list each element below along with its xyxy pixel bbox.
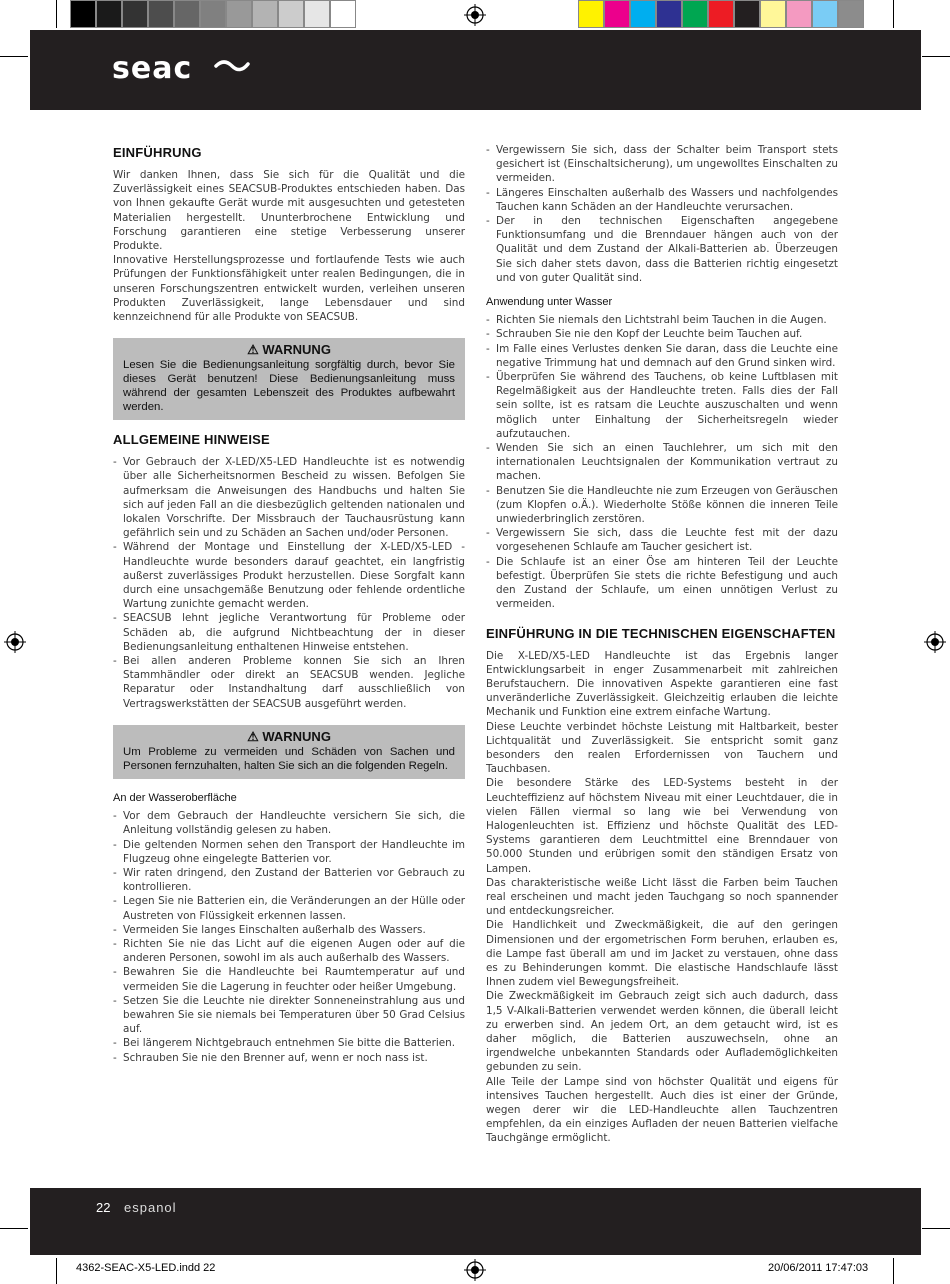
- footer-band: [30, 1188, 921, 1255]
- list-item: - Wir raten dringend, den Zustand der Batterien vor Gebrauch zu kontrollieren.: [113, 866, 465, 894]
- tech-paragraph: Diese Leuchte verbindet höchste Leistung mit Haltbarkeit, bester Lichtqualität und Zuverlässigkeit. Sie entspricht somit ganz besonders den realen Erfordernissen von Tauchern und Tauchbasen.: [486, 720, 838, 776]
- color-swatch: [760, 0, 786, 28]
- color-swatch: [578, 0, 604, 28]
- crop-mark: [922, 56, 950, 57]
- tech-heading: EINFÜHRUNG IN DIE TECHNISCHEN EIGENSCHAFTEN: [486, 625, 836, 641]
- color-swatch: [838, 0, 864, 28]
- color-swatch: [200, 0, 226, 28]
- underwater-subheading: Anwendung unter Wasser: [486, 296, 613, 309]
- color-swatch: [70, 0, 96, 28]
- registration-mark-icon: [4, 631, 26, 653]
- color-swatch: [682, 0, 708, 28]
- list-item: - Der in den technischen Eigenschaften angegebene Funktionsumfang und die Brenndauer hängen auch von der Qualität und dem Zustand der Alkali-Batterien ab. Überzeugen Sie sich daher stets davon, dass die Batterien richtig eingesetzt und von guter Qualität sind.: [486, 214, 838, 285]
- crop-mark: [0, 1228, 28, 1229]
- slug-date: 20/06/2011 17:47:03: [768, 1262, 869, 1274]
- color-swatch: [786, 0, 812, 28]
- tech-paragraph: Die Zweckmäßigkeit im Gebrauch zeigt sich auch dadurch, dass 1,5 V-Alkali-Batterien verwendet werden können, die überall leicht zu erwerben sind. An jedem Ort, an dem getaucht wird, ist es daher möglich, die Batterien auszuwechseln, ohne an irgendwelche unbekannten Standards oder Auflademöglichkeiten gebunden zu sein.: [486, 990, 838, 1074]
- color-swatch: [226, 0, 252, 28]
- registration-mark-icon: [924, 631, 946, 653]
- list-item: - Bei allen anderen Probleme konnen Sie sich an Ihren Stammhändler oder direkt an SEACSUB wenden. Jegliche Reparatur oder Instandhaltung darf ausschließlich von Vertragswerkstätten der SEACSUB ausgeführt werden.: [113, 654, 465, 711]
- warning-text: Lesen Sie die Bedienungsanleitung sorgfältig durch, bevor Sie dieses Gerät benutzen! Diese Bedienungsanleitung muss während der gesamten Lebenszeit des Produktes aufbewahrt werden.: [123, 359, 455, 414]
- tech-paragraph: Die besondere Stärke des LED-Systems besteht in der Leuchteffizienz auf höchstem Niveau mit einer Leuchtdauer, die in vielen Fällen viermal so lang wie bei Verwendung von Halogenleuchten ist. Effizienz und höchste Qualität des LED-Systems garantieren dem Leuchtmittel eine Brenndauer von 50.000 Stunden und erübrigen somit den ständigen Ersatz von Lampen.: [486, 777, 838, 875]
- crop-mark: [893, 0, 894, 28]
- list-item: - Längeres Einschalten außerhalb des Wassers und nachfolgendes Tauchen kann Schäden an der Handleuchte verursachen.: [486, 186, 838, 214]
- color-swatch: [812, 0, 838, 28]
- warning-box: [113, 725, 465, 779]
- crop-mark: [922, 1228, 950, 1229]
- tech-paragraph: Das charakteristische weiße Licht lässt die Farben beim Tauchen real erscheinen und macht jeden Tauchgang so noch spannender und entdeckungsreicher.: [486, 876, 838, 918]
- surface-subheading: An der Wasseroberfläche: [113, 791, 237, 804]
- right-column: [486, 143, 838, 1146]
- list-item: - Legen Sie nie Batterien ein, die Veränderungen an der Hülle oder Austreten von Flüssigkeit erkennen lassen.: [113, 894, 465, 922]
- slug-filename: 4362-SEAC-X5-LED.indd 22: [76, 1262, 216, 1274]
- color-swatch: [604, 0, 630, 28]
- page-number: 22: [96, 1200, 111, 1215]
- list-item: - Setzen Sie die Leuchte nie direkter Sonneneinstrahlung aus und bewahren Sie sie niemals bei Temperaturen über 50 Grad Celsius auf.: [113, 994, 465, 1037]
- color-swatch: [330, 0, 356, 28]
- crop-mark: [0, 56, 28, 57]
- list-item: - Vor Gebrauch der X-LED/X5-LED Handleuchte ist es notwendig über alle Sicherheitsnormen Bescheid zu wissen. Befolgen Sie aufmerksam die Anweisungen des Handbuchs und halten Sie sich auf jeden Fall an die diesbezüglich geltenden nationalen und lokalen Vorschrifte. Der Missbrauch der Tauchausrüstung kann gefährlich sein und zu Schäden an Sachen und/oder Personen.: [113, 455, 465, 540]
- general-notes-heading: ALLGEMEINE HINWEISE: [113, 432, 270, 448]
- intro-heading: EINFÜHRUNG: [113, 145, 202, 160]
- color-swatch: [122, 0, 148, 28]
- underwater-list: [486, 313, 838, 611]
- color-swatch: [278, 0, 304, 28]
- grayscale-color-bar: [70, 0, 356, 30]
- color-swatch: [304, 0, 330, 28]
- list-item: - SEACSUB lehnt jegliche Verantwortung für Probleme oder Schäden ab, die aufgrund Nichtbeachtung der in dieser Bedienungsanleitung enthaltenen Hinweise entstehen.: [113, 611, 465, 654]
- registration-mark-icon: [464, 1259, 486, 1281]
- crop-mark: [56, 0, 57, 28]
- list-item: - Bei längerem Nichtgebrauch entnehmen Sie bitte die Batterien.: [113, 1036, 465, 1050]
- list-item: - Richten Sie niemals den Lichtstrahl beim Tauchen in die Augen.: [486, 313, 838, 327]
- registration-mark-icon: [464, 4, 486, 26]
- intro-paragraph: Innovative Herstellungsprozesse und fortlaufende Tests wie auch Prüfungen der Funktionsfähigkeit unter realen Bedingungen, die in unseren Forschungszentren entwickelt wurden, verleihen unseren Produkten Zuverlässigkeit, lange Lebensdauer und sind kennzeichnend für alle Produkte von SEACSUB.: [113, 254, 465, 324]
- warning-title: ⚠ WARNUNG: [247, 728, 331, 744]
- intro-paragraph: Wir danken Ihnen, dass Sie sich für die Qualität und die Zuverlässigkeit eines SEACSUB-Produktes entschieden haben. Das von Ihnen gekaufte Gerät wurde mit ausgesuchten und getesteten Materialien hergestellt. Ununterbrochene Entwicklung und Forschung garantieren eine stetige Verbesserung unserer Produkte.: [113, 169, 465, 253]
- list-item: - Überprüfen Sie während des Tauchens, ob keine Luftblasen mit Regelmäßigkeit aus der Handleuchte treten. Falls dies der Fall sein sollte, ist es ratsam die Leuchte auszuschalten und wenn möglich unter Einhaltung der Sicherheitsregeln wieder aufzutauchen.: [486, 370, 838, 441]
- general-notes-list: [113, 455, 465, 711]
- list-item: - Im Falle eines Verlustes denken Sie daran, dass die Leuchte eine negative Trimmung hat und demnach auf den Grund sinken wird.: [486, 342, 838, 370]
- color-swatch: [630, 0, 656, 28]
- list-item: - Vergewissern Sie sich, dass der Schalter beim Transport stets gesichert ist (Einschaltsicherung), um ungewolltes Einschalten zu vermeiden.: [486, 143, 838, 186]
- transport-list: [486, 143, 838, 285]
- list-item: - Während der Montage und Einstellung der X-LED/X5-LED - Handleuchte wurde besonders darauf geachtet, ein langfristig außerst zuverlässiges Produkt herzustellen. Diese Sorgfalt kann durch eine unsachgemäße Benutzung oder fehlende ordentliche Wartung zunichte gemacht werden.: [113, 540, 465, 611]
- list-item: - Vermeiden Sie langes Einschalten außerhalb des Wassers.: [113, 923, 465, 937]
- color-swatch: [734, 0, 760, 28]
- color-swatch: [656, 0, 682, 28]
- process-color-bar: [578, 0, 864, 30]
- color-swatch: [96, 0, 122, 28]
- list-item: - Schrauben Sie nie den Kopf der Leuchte beim Tauchen auf.: [486, 327, 838, 341]
- tech-paragraph: Die X-LED/X5-LED Handleuchte ist das Ergebnis langer Entwicklungsarbeit in enger Zusammenarbeit mit zahlreichen Berufstauchern. Die innovativen Aspekte garantieren eine fast unveränderliche Zuverlässigkeit. Gleichzeitig erlauben die leichte Mechanik und Funktion eine extrem einfache Wartung.: [486, 649, 838, 719]
- list-item: - Richten Sie nie das Licht auf die eigenen Augen oder auf die anderen Personen, sowohl im als auch außerhalb des Wassers.: [113, 937, 465, 965]
- seac-logo: [112, 48, 262, 88]
- tech-paragraph: Die Handlichkeit und Zweckmäßigkeit, die auf den geringen Dimensionen und der ergometrischen Form beruhen, erlauben es, die Lampe fast überall am und im Jacket zu verstauen, ohne dass es zu Behinderungen kommt. Die elastische Handschlaufe lässt Ihnen zudem viel Bewegungsfreiheit.: [486, 919, 838, 989]
- warning-text: Um Probleme zu vermeiden und Schäden von Sachen und Personen fernzuhalten, halten Sie sich an die folgenden Regeln.: [123, 745, 455, 772]
- warning-title: ⚠ WARNUNG: [247, 342, 331, 358]
- left-column: [113, 145, 465, 1065]
- list-item: - Vergewissern Sie sich, dass die Leuchte fest mit der dazu vorgesehenen Schlaufe am Taucher gesichert ist.: [486, 526, 838, 554]
- color-swatch: [252, 0, 278, 28]
- surface-list: [113, 809, 465, 1065]
- list-item: - Die geltenden Normen sehen den Transport der Handleuchte im Flugzeug ohne eingelegte Batterien vor.: [113, 838, 465, 866]
- logo-text: seac: [112, 51, 193, 86]
- page-language: espanol: [124, 1200, 177, 1215]
- list-item: - Schrauben Sie nie den Brenner auf, wenn er noch nass ist.: [113, 1051, 465, 1065]
- list-item: - Benutzen Sie die Handleuchte nie zum Erzeugen von Geräuschen (zum Klopfen o.Ä.). Wiederholte Stöße können die inneren Teile unwiederbringlich zerstören.: [486, 484, 838, 527]
- list-item: - Die Schlaufe ist an einer Öse am hinteren Teil der Leuchte befestigt. Überprüfen Sie stets die richte Befestigung und auch den Zustand der Schlaufe, um einen unnötigen Verlust zu vermeiden.: [486, 555, 838, 612]
- crop-mark: [893, 1258, 894, 1284]
- header-band: [30, 30, 921, 110]
- color-swatch: [174, 0, 200, 28]
- tech-paragraph: Alle Teile der Lampe sind von höchster Qualität und eigens für intensives Tauchen hergestellt. Auch dies ist einer der Gründe, wegen derer wir die LED-Handleuchte allen Tauchzentren empfehlen, da ein einziges Aufladen der neuen Batterien vielfache Tauchgänge ermöglicht.: [486, 1075, 838, 1145]
- warning-box: [113, 338, 465, 420]
- list-item: - Vor dem Gebrauch der Handleuchte versichern Sie sich, die Anleitung vollständig gelesen zu haben.: [113, 809, 465, 837]
- crop-mark: [56, 1258, 57, 1284]
- color-swatch: [148, 0, 174, 28]
- list-item: - Bewahren Sie die Handleuchte bei Raumtemperatur auf und vermeiden Sie die Lagerung in feuchter oder heißer Umgebung.: [113, 965, 465, 993]
- list-item: - Wenden Sie sich an einen Tauchlehrer, um sich mit den internationalen Leuchtsignalen der Kommunikation vertraut zu machen.: [486, 441, 838, 484]
- color-swatch: [708, 0, 734, 28]
